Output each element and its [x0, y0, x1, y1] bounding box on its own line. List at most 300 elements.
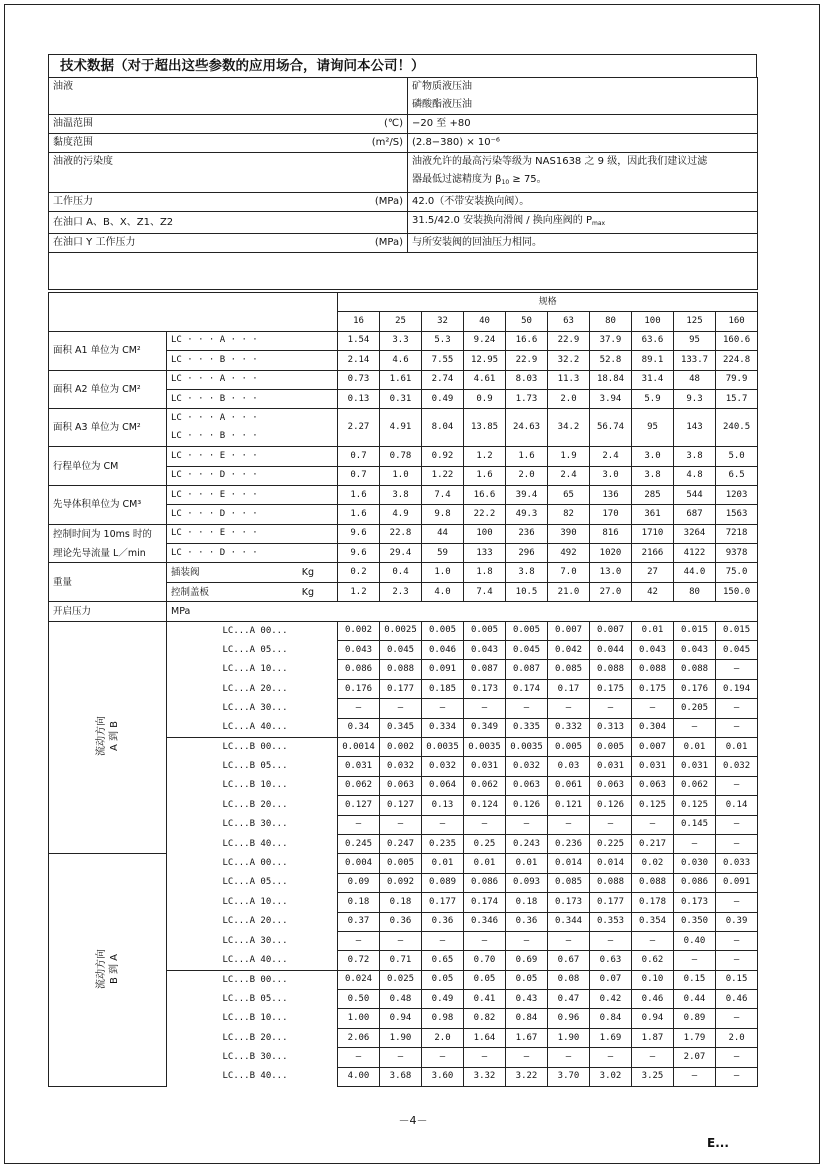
value-cell: 0.145: [674, 815, 716, 834]
value-cell: 1.67: [506, 1028, 548, 1047]
ab-code: LC...A 40...: [219, 718, 338, 737]
value-cell: 0.174: [506, 679, 548, 698]
value-cell: —: [380, 699, 422, 718]
value-cell: 160.6: [716, 331, 758, 350]
value-cell: 2.14: [338, 351, 380, 370]
ab-code: LC...B 20...: [219, 796, 338, 815]
ab-code: LC...A 05...: [219, 641, 338, 660]
value-cell: 1.90: [380, 1028, 422, 1047]
header-size: 40: [464, 312, 506, 331]
value-cell: 0.176: [674, 679, 716, 698]
value-cell: 0.014: [548, 854, 590, 873]
value-cell: 9378: [716, 544, 758, 563]
value-cell: 1.54: [338, 331, 380, 350]
value-cell: 8.03: [506, 370, 548, 389]
value-cell: —: [506, 931, 548, 950]
value-cell: 1.6: [506, 447, 548, 466]
value-cell: 0.177: [422, 893, 464, 912]
value-cell: 29.4: [380, 544, 422, 563]
value-cell: 0.005: [380, 854, 422, 873]
value-cell: 0.18: [338, 893, 380, 912]
value-cell: 2.0: [548, 389, 590, 408]
value-cell: 56.74: [590, 409, 632, 447]
value-cell: 0.65: [422, 951, 464, 970]
value-cell: 296: [506, 544, 548, 563]
spacer-cell: [167, 1009, 219, 1028]
value-cell: 0.064: [422, 776, 464, 795]
value-cell: —: [422, 815, 464, 834]
spacer-cell: [167, 718, 219, 737]
value-cell: 0.236: [548, 834, 590, 853]
value-cell: 3.68: [380, 1067, 422, 1086]
value-cell: 0.033: [716, 854, 758, 873]
value-cell: —: [422, 1048, 464, 1067]
value-cell: —: [422, 931, 464, 950]
value-cell: 0.091: [716, 873, 758, 892]
value-cell: 0.015: [716, 621, 758, 640]
ab-code: LC...A 20...: [219, 679, 338, 698]
value-cell: 3.22: [506, 1067, 548, 1086]
value-cell: 544: [674, 485, 716, 504]
value-cell: 0.346: [464, 912, 506, 931]
value-cell: 0.005: [590, 737, 632, 756]
value-cell: 1.00: [338, 1009, 380, 1028]
value-cell: 0.121: [548, 796, 590, 815]
value-cell: 0.02: [632, 854, 674, 873]
value-cell: 95: [632, 409, 674, 447]
value-cell: 100: [464, 524, 506, 543]
value-cell: —: [548, 931, 590, 950]
value-cell: 0.48: [380, 990, 422, 1009]
value-cell: 52.8: [590, 351, 632, 370]
value-cell: 0.0014: [338, 737, 380, 756]
value-cell: 143: [674, 409, 716, 447]
value-cell: 0.085: [548, 873, 590, 892]
value-cell: 0.49: [422, 389, 464, 408]
value-cell: 0.41: [464, 990, 506, 1009]
value-cell: 13.0: [590, 563, 632, 582]
value-cell: 9.3: [674, 389, 716, 408]
value-cell: 0.313: [590, 718, 632, 737]
value-cell: 0.043: [464, 641, 506, 660]
value-cell: 133.7: [674, 351, 716, 370]
value-cell: 5.9: [632, 389, 674, 408]
value-cell: 0.062: [464, 776, 506, 795]
value-cell: 0.71: [380, 951, 422, 970]
fluid-value-mineral: 矿物质液压油: [412, 81, 472, 92]
table-row: [49, 602, 758, 621]
header-size: 63: [548, 312, 590, 331]
value-cell: —: [716, 718, 758, 737]
value-cell: 80: [674, 582, 716, 601]
value-cell: 1.0: [422, 563, 464, 582]
ba-code: LC...B 00...: [219, 970, 338, 989]
table-row: [49, 621, 758, 640]
value-cell: 0.350: [674, 912, 716, 931]
value-cell: 0.086: [674, 873, 716, 892]
value-cell: 0.304: [632, 718, 674, 737]
flow-code: LC · · · E · · ·: [167, 524, 338, 543]
value-cell: —: [674, 834, 716, 853]
value-cell: 0.087: [506, 660, 548, 679]
value-cell: 0.088: [380, 660, 422, 679]
value-cell: 687: [674, 505, 716, 524]
value-cell: 0.025: [380, 970, 422, 989]
value-cell: 4.9: [380, 505, 422, 524]
spacer-cell: [167, 660, 219, 679]
pressure-value: 42.0（不带安装换向阀）。: [408, 193, 758, 212]
value-cell: 44.0: [674, 563, 716, 582]
value-cell: 79.9: [716, 370, 758, 389]
ba-code: LC...A 30...: [219, 931, 338, 950]
value-cell: 2.07: [674, 1048, 716, 1067]
value-cell: 5.0: [716, 447, 758, 466]
value-cell: 0.39: [716, 912, 758, 931]
value-cell: 1.69: [590, 1028, 632, 1047]
value-cell: 0.127: [338, 796, 380, 815]
value-cell: 1.9: [548, 447, 590, 466]
value-cell: 0.335: [506, 718, 548, 737]
value-cell: 7218: [716, 524, 758, 543]
value-cell: —: [506, 815, 548, 834]
value-cell: 0.69: [506, 951, 548, 970]
value-cell: 0.334: [422, 718, 464, 737]
table-row: [49, 524, 758, 543]
value-cell: 16.6: [506, 331, 548, 350]
value-cell: 3.8: [380, 485, 422, 504]
value-cell: 0.088: [632, 873, 674, 892]
contam-value: 油液允许的最高污染等级为 NAS1638 之 9 级，因此我们建议过滤 器最低过滤精度为 $\beta_{10} \ge 75$。: [408, 153, 758, 193]
area_a2-label: 面积 A2 单位为 CM²: [49, 370, 167, 409]
ports-label: 在油口 A、B、X、Z1、Z2: [49, 212, 408, 234]
value-cell: 7.55: [422, 351, 464, 370]
value-cell: 2166: [632, 544, 674, 563]
spacer-cell: [167, 621, 219, 640]
value-cell: 59: [422, 544, 464, 563]
spacer-cell: [167, 679, 219, 698]
value-cell: 63.6: [632, 331, 674, 350]
value-cell: 0.061: [548, 776, 590, 795]
value-cell: 0.014: [590, 854, 632, 873]
value-cell: 0.005: [422, 621, 464, 640]
table-row: [49, 370, 758, 389]
value-cell: 0.005: [548, 737, 590, 756]
value-cell: —: [716, 1009, 758, 1028]
spacer-cell: [167, 1048, 219, 1067]
value-cell: —: [338, 699, 380, 718]
ab-code: LC...A 00...: [219, 621, 338, 640]
value-cell: 9.6: [338, 524, 380, 543]
value-cell: 285: [632, 485, 674, 504]
spacer-cell: [167, 931, 219, 950]
value-cell: 0.67: [548, 951, 590, 970]
value-cell: —: [716, 1067, 758, 1086]
data-table: [48, 292, 758, 1087]
value-cell: 4.91: [380, 409, 422, 447]
value-cell: 1.6: [464, 466, 506, 485]
table-row: [49, 485, 758, 504]
value-cell: 0.25: [464, 834, 506, 853]
spacer-cell: [167, 699, 219, 718]
value-cell: 236: [506, 524, 548, 543]
value-cell: 0.043: [674, 641, 716, 660]
fluid-label: 油液: [49, 78, 408, 115]
value-cell: —: [422, 699, 464, 718]
value-cell: —: [632, 699, 674, 718]
ab-code: LC...B 05...: [219, 757, 338, 776]
value-cell: 0.087: [464, 660, 506, 679]
value-cell: —: [464, 931, 506, 950]
value-cell: —: [590, 931, 632, 950]
value-cell: 2.0: [422, 1028, 464, 1047]
value-cell: 136: [590, 485, 632, 504]
value-cell: 0.185: [422, 679, 464, 698]
value-cell: 1.6: [338, 485, 380, 504]
value-cell: 0.46: [716, 990, 758, 1009]
value-cell: —: [716, 815, 758, 834]
area_a1-code: LC · · · B · · ·: [167, 351, 338, 370]
value-cell: 0.243: [506, 834, 548, 853]
weight-label: 重量: [49, 563, 167, 602]
value-cell: 0.031: [590, 757, 632, 776]
value-cell: 0.84: [590, 1009, 632, 1028]
value-cell: —: [716, 699, 758, 718]
value-cell: 9.6: [338, 544, 380, 563]
area_a1-code: LC · · · A · · ·: [167, 331, 338, 350]
spacer-cell: [167, 854, 219, 873]
header-size: 25: [380, 312, 422, 331]
value-cell: 0.092: [380, 873, 422, 892]
value-cell: 22.2: [464, 505, 506, 524]
ba-code: LC...A 05...: [219, 873, 338, 892]
value-cell: 3.32: [464, 1067, 506, 1086]
value-cell: 0.344: [548, 912, 590, 931]
value-cell: 0.94: [380, 1009, 422, 1028]
table-row: [49, 409, 758, 428]
value-cell: —: [590, 1048, 632, 1067]
value-cell: 0.194: [716, 679, 758, 698]
value-cell: —: [716, 660, 758, 679]
value-cell: 7.0: [548, 563, 590, 582]
visc-label: 黏度范围 (m²/S): [49, 134, 408, 153]
ab-code: LC...B 40...: [219, 834, 338, 853]
value-cell: 816: [590, 524, 632, 543]
value-cell: 0.49: [422, 990, 464, 1009]
value-cell: 0.36: [380, 912, 422, 931]
spacer-cell: [167, 951, 219, 970]
value-cell: —: [380, 931, 422, 950]
footer-mark: E...: [707, 1136, 729, 1150]
value-cell: 0.18: [506, 893, 548, 912]
value-cell: 0.0025: [380, 621, 422, 640]
value-cell: 170: [590, 505, 632, 524]
value-cell: 0.70: [464, 951, 506, 970]
value-cell: 0.36: [422, 912, 464, 931]
spacer-cell: [167, 970, 219, 989]
value-cell: 2.27: [338, 409, 380, 447]
pilot-code: LC · · · D · · ·: [167, 505, 338, 524]
value-cell: 0.002: [380, 737, 422, 756]
value-cell: 0.245: [338, 834, 380, 853]
ab-direction-label: 流动方向 A 到 B: [49, 621, 167, 854]
ab-code: LC...B 30...: [219, 815, 338, 834]
value-cell: 0.088: [590, 660, 632, 679]
value-cell: 3.70: [548, 1067, 590, 1086]
value-cell: 3.8: [506, 563, 548, 582]
value-cell: 0.024: [338, 970, 380, 989]
value-cell: 0.174: [464, 893, 506, 912]
value-cell: 0.2: [338, 563, 380, 582]
ab-code: LC...B 10...: [219, 776, 338, 795]
spec-table: [48, 77, 758, 290]
value-cell: 240.5: [716, 409, 758, 447]
value-cell: —: [590, 699, 632, 718]
value-cell: 0.063: [590, 776, 632, 795]
spacer-cell: [167, 834, 219, 853]
value-cell: 0.032: [380, 757, 422, 776]
value-cell: 2.4: [548, 466, 590, 485]
value-cell: 0.086: [338, 660, 380, 679]
value-cell: 1020: [590, 544, 632, 563]
value-cell: 1710: [632, 524, 674, 543]
value-cell: 0.127: [380, 796, 422, 815]
value-cell: —: [632, 815, 674, 834]
value-cell: 27.0: [590, 582, 632, 601]
value-cell: 3.25: [632, 1067, 674, 1086]
table-row: [49, 854, 758, 873]
value-cell: 34.2: [548, 409, 590, 447]
flow-code: LC · · · D · · ·: [167, 544, 338, 563]
value-cell: 0.07: [590, 970, 632, 989]
spacer-cell: [167, 990, 219, 1009]
ba-code: LC...B 05...: [219, 990, 338, 1009]
value-cell: 0.126: [506, 796, 548, 815]
value-cell: 0.089: [422, 873, 464, 892]
value-cell: —: [338, 1048, 380, 1067]
value-cell: 6.5: [716, 466, 758, 485]
spacer-cell: [167, 1067, 219, 1086]
table-row: [49, 447, 758, 466]
value-cell: 32.2: [548, 351, 590, 370]
value-cell: 0.088: [632, 660, 674, 679]
value-cell: 0.0035: [464, 737, 506, 756]
value-cell: —: [464, 1048, 506, 1067]
value-cell: 0.10: [632, 970, 674, 989]
value-cell: 2.4: [590, 447, 632, 466]
value-cell: 0.063: [506, 776, 548, 795]
value-cell: 15.7: [716, 389, 758, 408]
area_a2-code: LC · · · B · · ·: [167, 389, 338, 408]
ba-code: LC...B 30...: [219, 1048, 338, 1067]
value-cell: 0.72: [338, 951, 380, 970]
ba-code: LC...B 20...: [219, 1028, 338, 1047]
value-cell: 22.9: [506, 351, 548, 370]
value-cell: 31.4: [632, 370, 674, 389]
value-cell: 0.353: [590, 912, 632, 931]
value-cell: 0.0035: [422, 737, 464, 756]
value-cell: 0.37: [338, 912, 380, 931]
value-cell: 2.0: [506, 466, 548, 485]
value-cell: 0.15: [674, 970, 716, 989]
value-cell: 0.031: [464, 757, 506, 776]
weight-code: 控制盖板 Kg: [167, 582, 338, 601]
value-cell: 4.6: [380, 351, 422, 370]
value-cell: 0.332: [548, 718, 590, 737]
value-cell: 0.043: [338, 641, 380, 660]
value-cell: 5.3: [422, 331, 464, 350]
value-cell: 4122: [674, 544, 716, 563]
value-cell: 1.79: [674, 1028, 716, 1047]
stroke-code: LC · · · E · · ·: [167, 447, 338, 466]
value-cell: 0.36: [506, 912, 548, 931]
value-cell: —: [674, 718, 716, 737]
value-cell: 0.96: [548, 1009, 590, 1028]
value-cell: 0.173: [674, 893, 716, 912]
pressure-label: 工作压力 (MPa): [49, 193, 408, 212]
opening-unit: MPa: [167, 602, 758, 621]
temp-label: 油温范围 (℃): [49, 115, 408, 134]
value-cell: 0.13: [422, 796, 464, 815]
value-cell: —: [506, 699, 548, 718]
area_a2-code: LC · · · A · · ·: [167, 370, 338, 389]
value-cell: 0.354: [632, 912, 674, 931]
opening-label: 开启压力: [49, 602, 167, 621]
value-cell: 95: [674, 331, 716, 350]
value-cell: 3.8: [674, 447, 716, 466]
value-cell: 0.031: [338, 757, 380, 776]
header-size: 80: [590, 312, 632, 331]
value-cell: 0.088: [674, 660, 716, 679]
table-row: [49, 293, 758, 312]
y-value: 与所安装阀的回油压力相同。: [408, 234, 758, 253]
value-cell: 22.8: [380, 524, 422, 543]
value-cell: —: [716, 776, 758, 795]
header-size: 160: [716, 312, 758, 331]
value-cell: 0.84: [506, 1009, 548, 1028]
value-cell: 0.34: [338, 718, 380, 737]
spacer-cell: [167, 757, 219, 776]
value-cell: 0.002: [338, 621, 380, 640]
value-cell: 0.09: [338, 873, 380, 892]
value-cell: 0.007: [590, 621, 632, 640]
header-size-title: 规格: [338, 293, 758, 312]
value-cell: 10.5: [506, 582, 548, 601]
value-cell: 0.235: [422, 834, 464, 853]
ab-code: LC...A 30...: [219, 699, 338, 718]
value-cell: 390: [548, 524, 590, 543]
header-size: 32: [422, 312, 464, 331]
value-cell: 0.92: [422, 447, 464, 466]
value-cell: 3.0: [632, 447, 674, 466]
value-cell: 0.042: [548, 641, 590, 660]
value-cell: 0.178: [632, 893, 674, 912]
value-cell: 1.73: [506, 389, 548, 408]
value-cell: —: [716, 834, 758, 853]
header-size: 100: [632, 312, 674, 331]
value-cell: 18.84: [590, 370, 632, 389]
value-cell: 1.2: [464, 447, 506, 466]
ba-code: LC...B 40...: [219, 1067, 338, 1086]
value-cell: —: [548, 699, 590, 718]
spacer-cell: [167, 912, 219, 931]
value-cell: 2.06: [338, 1028, 380, 1047]
value-cell: 0.124: [464, 796, 506, 815]
value-cell: 0.205: [674, 699, 716, 718]
value-cell: 0.175: [632, 679, 674, 698]
value-cell: 0.031: [674, 757, 716, 776]
value-cell: 0.18: [380, 893, 422, 912]
value-cell: 1.90: [548, 1028, 590, 1047]
